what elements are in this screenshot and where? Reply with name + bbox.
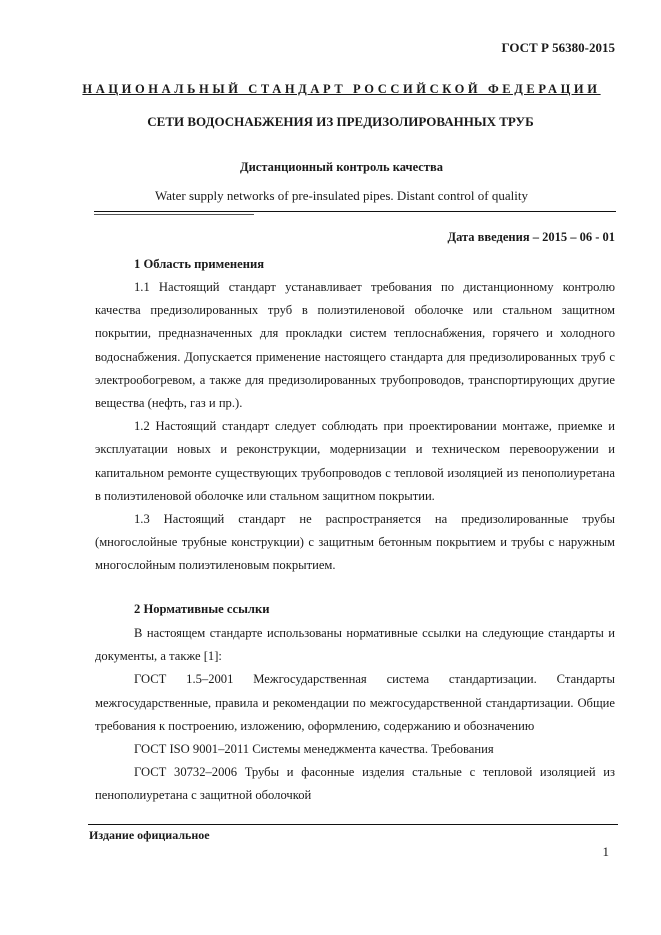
- section-1-heading: 1 Область применения: [134, 257, 265, 271]
- paragraph-1-2: 1.2 Настоящий стандарт следует соблюдать при проектировании монтаже, приемке и эксплуатации новых и реконструкции, модернизации и техническом перевооружении и капитальном ремонте существующих трубопроводов с тепловой изоляцией из пенополиуретана в полиэтиленовой оболочке или стальном защитном покрытии.: [95, 419, 615, 503]
- section-2-heading: 2 Нормативные ссылки: [134, 602, 270, 616]
- section-1-body: [95, 276, 615, 578]
- document-subtitle: Дистанционный контроль качества: [239, 160, 443, 174]
- national-standard-heading: НАЦИОНАЛЬНЫЙ СТАНДАРТ РОССИЙСКОЙ ФЕДЕРАЦИИ: [82, 82, 601, 96]
- paragraph-1-3: 1.3 Настоящий стандарт не распространяется на предизолированные трубы (многослойные трубные конструкции) с защитным бетонным покрытием и трубы с наружным многослойным полиэтиленовым покрытием.: [95, 512, 615, 573]
- reference-gost-iso-9001: ГОСТ ISO 9001–2011 Системы менеджмента качества. Требования: [134, 742, 494, 757]
- document-title: СЕТИ ВОДОСНАБЖЕНИЯ ИЗ ПРЕДИЗОЛИРОВАННЫХ ТРУБ: [147, 114, 534, 129]
- english-title: Water supply networks of pre-insulated pipes. Distant control of quality: [155, 188, 528, 203]
- introduction-date: Дата введения – 2015 – 06 - 01: [447, 230, 615, 244]
- title-divider-thin: [94, 214, 254, 215]
- footer-divider: [88, 824, 618, 825]
- page-number: 1: [602, 844, 609, 859]
- reference-gost-1-5: ГОСТ 1.5–2001 Межгосударственная система стандартизации. Стандарты межгосударственные, правила и рекомендации по межгосударственной стандартизации. Общие требования к построению, изложению, оформлению, содержанию и обозначению: [95, 672, 615, 733]
- document-code: ГОСТ Р 56380-2015: [501, 40, 615, 55]
- paragraph-1-1: 1.1 Настоящий стандарт устанавливает требования по дистанционному контролю качества предизолированных труб в полиэтиленовой оболочке или стальном защитном покрытии, предназначенных для прокладки систем теплоснабжения, горячего и холодного водоснабжения. Допускается применение настоящего стандарта для предизолированных труб с электрообогревом, а также для предизолированных трубопроводов, транспортирующих другие вещества (нефть, газ и пр.).: [95, 280, 615, 411]
- section-2-body: [95, 622, 615, 808]
- official-edition-label: Издание официальное: [89, 828, 210, 842]
- title-divider: [94, 211, 616, 212]
- reference-gost-30732: ГОСТ 30732–2006 Трубы и фасонные изделия стальные с тепловой изоляцией из пенополиуретана с защитной оболочкой: [95, 765, 615, 803]
- paragraph-2-intro: В настоящем стандарте использованы нормативные ссылки на следующие стандарты и документы, а также [1]:: [95, 626, 615, 664]
